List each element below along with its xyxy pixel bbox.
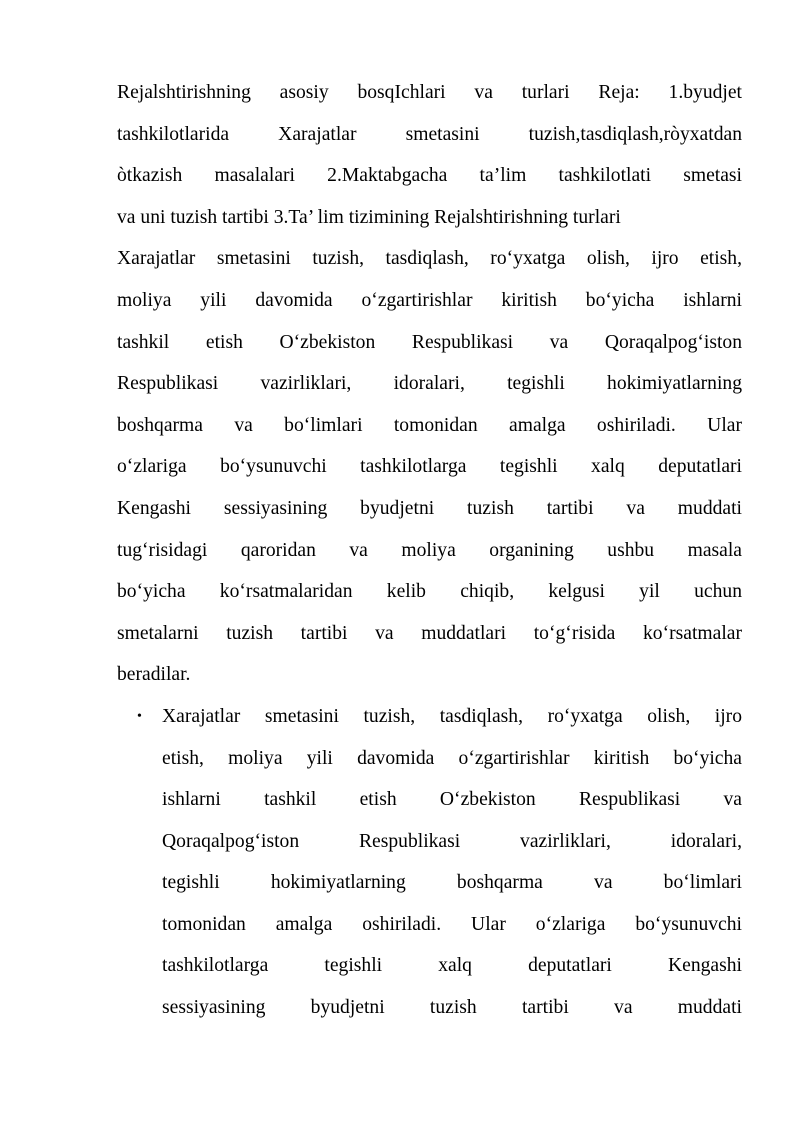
paragraph-line: òtkazish masalalari 2.Maktabgacha ta’lim tashkilotlati smetasi bbox=[117, 165, 742, 187]
bullet-line: tomonidan amalga oshiriladi. Ular o‘zlariga bo‘ysunuvchi bbox=[162, 913, 742, 935]
bullet-line: tashkilotlarga tegishli xalq deputatlari Kengashi bbox=[162, 955, 742, 977]
bullet-line: sessiyasining byudjetni tuzish tartibi va muddati bbox=[162, 997, 742, 1019]
bullet-list bbox=[117, 696, 742, 1029]
paragraph-line: tashkilotlarida Xarajatlar smetasini tuzish,tasdiqlash,ròyxatdan bbox=[117, 123, 742, 145]
paragraph-line: Kengashi sessiyasining byudjetni tuzish tartibi va muddati bbox=[117, 497, 742, 519]
paragraph-line: moliya yili davomida o‘zgartirishlar kiritish bo‘yicha ishlarni bbox=[117, 289, 742, 311]
paragraph-line: boshqarma va bo‘limlari tomonidan amalga oshiriladi. Ular bbox=[117, 414, 742, 436]
bullet-line: tegishli hokimiyatlarning boshqarma va bo‘limlari bbox=[162, 872, 742, 894]
paragraph-line: Respublikasi vazirliklari, idoralari, tegishli hokimiyatlarning bbox=[117, 373, 742, 395]
paragraph-line: bo‘yicha ko‘rsatmalaridan kelib chiqib, kelgusi yil uchun bbox=[117, 581, 742, 603]
bullet-icon: • bbox=[137, 708, 142, 724]
paragraph-line: beradilar. bbox=[117, 664, 191, 686]
document-page bbox=[117, 72, 742, 1029]
bullet-line: ishlarni tashkil etish O‘zbekiston Respublikasi va bbox=[162, 789, 742, 811]
paragraph-line: tashkil etish O‘zbekiston Respublikasi va Qoraqalpog‘iston bbox=[117, 331, 742, 353]
list-item bbox=[117, 696, 742, 1029]
paragraph-line: o‘zlariga bo‘ysunuvchi tashkilotlarga tegishli xalq deputatlari bbox=[117, 456, 742, 478]
paragraph-line: va uni tuzish tartibi 3.Ta’ lim tizimining Rejalshtirishning turlari bbox=[117, 206, 621, 228]
paragraph-line: Rejalshtirishning asosiy bosqIchlari va turlari Reja: 1.byudjet bbox=[117, 82, 742, 103]
main-paragraph bbox=[117, 72, 742, 696]
paragraph-line: smetalarni tuzish tartibi va muddatlari to‘g‘risida ko‘rsatmalar bbox=[117, 622, 742, 644]
paragraph-line: tug‘risidagi qaroridan va moliya organining ushbu masala bbox=[117, 539, 742, 561]
bullet-line: Qoraqalpog‘iston Respublikasi vazirliklari, idoralari, bbox=[162, 830, 742, 852]
paragraph-line: Xarajatlar smetasini tuzish, tasdiqlash, ro‘yxatga olish, ijro etish, bbox=[117, 248, 742, 270]
bullet-line: etish, moliya yili davomida o‘zgartirishlar kiritish bo‘yicha bbox=[162, 747, 742, 769]
bullet-line: Xarajatlar smetasini tuzish, tasdiqlash, ro‘yxatga olish, ijro bbox=[162, 705, 742, 727]
